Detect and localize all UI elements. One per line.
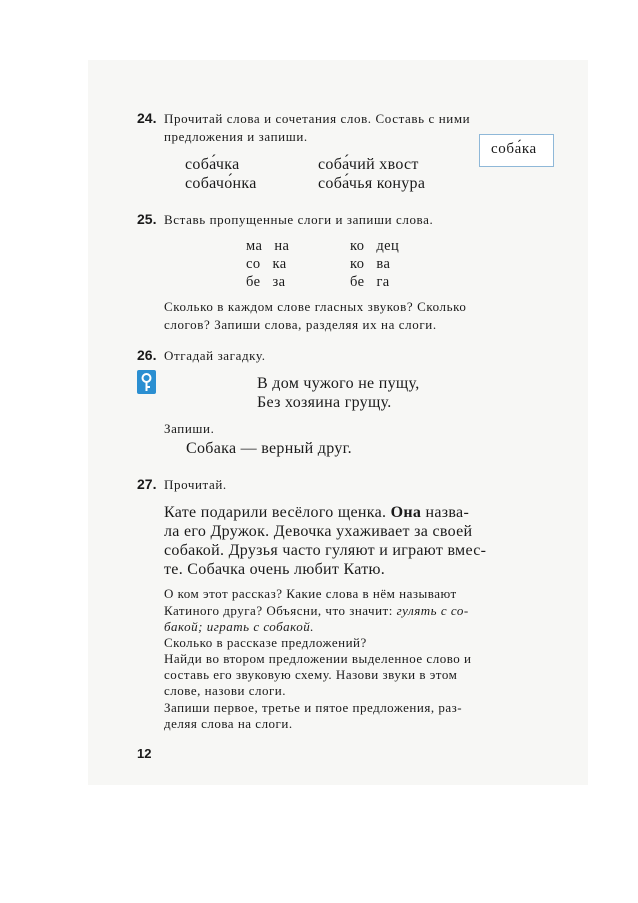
task-24-line1: Прочитай слова и сочетания слов. Составь с ними <box>164 111 471 126</box>
syllable-row-1-left: ма на <box>246 238 290 254</box>
task-25-number: 25. <box>137 211 157 227</box>
story-line-3: собакой. Друзья часто гуляют и играют вмес- <box>164 542 487 559</box>
task-25-instruction: Вставь пропущенные слоги и запиши слова. <box>164 212 434 227</box>
word-4: соба́чья конура <box>318 175 426 192</box>
syllable-row-2-right: ко ва <box>350 256 391 272</box>
story-line-1-start: Кате подарили весёлого щенка. <box>164 504 387 521</box>
question-line-4: Сколько в рассказе предложений? <box>164 635 367 650</box>
word-2: соба́чий хвост <box>318 156 419 173</box>
question-line-2 <box>164 603 469 619</box>
vocabulary-box <box>479 134 554 167</box>
syllable-row-3-left: бе за <box>246 274 286 290</box>
task-24-line2: предложения и запиши. <box>164 129 308 144</box>
story-line-1 <box>164 504 469 522</box>
question-line-2-italic: гулять с со- <box>396 603 469 618</box>
page-number: 12 <box>137 746 152 761</box>
task-27-number: 27. <box>137 476 157 492</box>
task-25-question-2: слогов? Запиши слова, разделяя их на слоги. <box>164 317 437 332</box>
question-line-8: Запиши первое, третье и пятое предложения, раз- <box>164 700 463 715</box>
question-line-7: слове, назови слоги. <box>164 683 287 698</box>
task-27-instruction: Прочитай. <box>164 477 227 492</box>
question-line-9: деляя слова на слоги. <box>164 716 293 731</box>
story-line-1-end: назва- <box>425 504 470 521</box>
task-26-number: 26. <box>137 347 157 363</box>
key-icon <box>137 370 156 394</box>
story-line-2: ла его Дружок. Девочка ухаживает за своей <box>164 523 473 540</box>
write-instruction: Запиши. <box>164 421 215 436</box>
question-line-3: бакой; играть с собакой. <box>164 619 314 634</box>
syllable-row-2-left: со ка <box>246 256 287 272</box>
question-line-6: составь его звуковую схему. Назови звуки в этом <box>164 667 458 682</box>
vocabulary-word: соба́ка <box>491 141 537 157</box>
riddle-answer: Собака — верный друг. <box>186 440 352 457</box>
question-line-2-start: Катиного друга? Объясни, что значит: <box>164 603 393 618</box>
syllable-row-3-right: бе га <box>350 274 390 290</box>
story-line-4: те. Собачка очень любит Катю. <box>164 561 386 578</box>
question-line-5: Найди во втором предложении выделенное слово и <box>164 651 472 666</box>
word-3: собачо́нка <box>185 175 257 192</box>
word-1: соба́чка <box>185 156 240 173</box>
syllable-row-1-right: ко дец <box>350 238 400 254</box>
task-24-number: 24. <box>137 110 157 126</box>
question-line-1: О ком этот рассказ? Какие слова в нём называют <box>164 586 457 601</box>
highlighted-word: Она <box>390 504 422 521</box>
riddle-line-2: Без хозяина грущу. <box>257 394 392 411</box>
task-25-question-1: Сколько в каждом слове гласных звуков? Сколько <box>164 299 467 314</box>
riddle-line-1: В дом чужого не пущу, <box>257 375 420 392</box>
task-26-instruction: Отгадай загадку. <box>164 348 266 363</box>
